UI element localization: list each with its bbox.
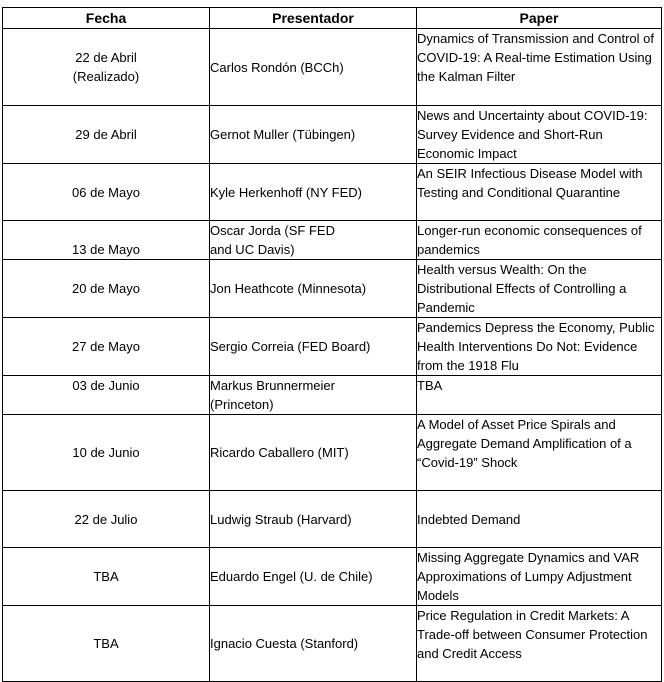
fecha-cell: TBA [3,606,210,682]
table-row [3,415,662,491]
presentador-cell: Sergio Correia (FED Board) [210,318,417,376]
fecha-cell: 03 de Junio [3,376,210,415]
header-fecha: Fecha [3,8,210,29]
paper-cell: Indebted Demand [417,491,662,548]
paper-cell: Dynamics of Transmission and Control of COVID-19: A Real-time Estimation Using the Kalman Filter [417,29,662,106]
header-paper: Paper [417,8,662,29]
table-row [3,260,662,318]
table-row [3,548,662,606]
paper-cell: Health versus Wealth: On the Distributional Effects of Controlling a Pandemic [417,260,662,318]
fecha-cell: 29 de Abril [3,106,210,164]
presentador-cell: Ignacio Cuesta (Stanford) [210,606,417,682]
fecha-cell: 10 de Junio [3,415,210,491]
presentador-cell: Kyle Herkenhoff (NY FED) [210,164,417,221]
presentador-cell: Ricardo Caballero (MIT) [210,415,417,491]
table-row [3,606,662,682]
presentador-cell: Jon Heathcote (Minnesota) [210,260,417,318]
header-row [3,8,662,29]
presentador-cell: Eduardo Engel (U. de Chile) [210,548,417,606]
presentador-cell: Gernot Muller (Tübingen) [210,106,417,164]
presentador-cell: Carlos Rondón (BCCh) [210,29,417,106]
table-row [3,164,662,221]
table-row [3,376,662,415]
paper-cell: Missing Aggregate Dynamics and VAR Approximations of Lumpy Adjustment Models [417,548,662,606]
fecha-cell: 22 de Julio [3,491,210,548]
presentador-cell: Oscar Jorda (SF FED and UC Davis) [210,221,417,260]
presentador-cell: Markus Brunnermeier (Princeton) [210,376,417,415]
fecha-cell: 27 de Mayo [3,318,210,376]
fecha-cell: TBA [3,548,210,606]
paper-cell: An SEIR Infectious Disease Model with Testing and Conditional Quarantine [417,164,662,221]
table-row [3,29,662,106]
table-row [3,318,662,376]
schedule-table [2,7,662,682]
fecha-note: (Realizado) [72,69,140,84]
paper-cell: Price Regulation in Credit Markets: A Trade-off between Consumer Protection and Credit Access [417,606,662,682]
fecha-cell [3,29,210,106]
header-presentador: Presentador [210,8,417,29]
paper-cell: Longer-run economic consequences of pandemics [417,221,662,260]
paper-cell: TBA [417,376,662,415]
table-row [3,491,662,548]
presentador-cell: Ludwig Straub (Harvard) [210,491,417,548]
table-row [3,221,662,260]
paper-cell: A Model of Asset Price Spirals and Aggregate Demand Amplification of a “Covid-19” Shock [417,415,662,491]
table-row [3,106,662,164]
fecha-cell: 06 de Mayo [3,164,210,221]
paper-cell: Pandemics Depress the Economy, Public Health Interventions Do Not: Evidence from the 1918 Flu [417,318,662,376]
paper-cell: News and Uncertainty about COVID-19: Survey Evidence and Short-Run Economic Impact [417,106,662,164]
fecha-cell: 20 de Mayo [3,260,210,318]
fecha-cell: 13 de Mayo [3,221,210,260]
fecha-text: 22 de Abril [75,50,137,65]
